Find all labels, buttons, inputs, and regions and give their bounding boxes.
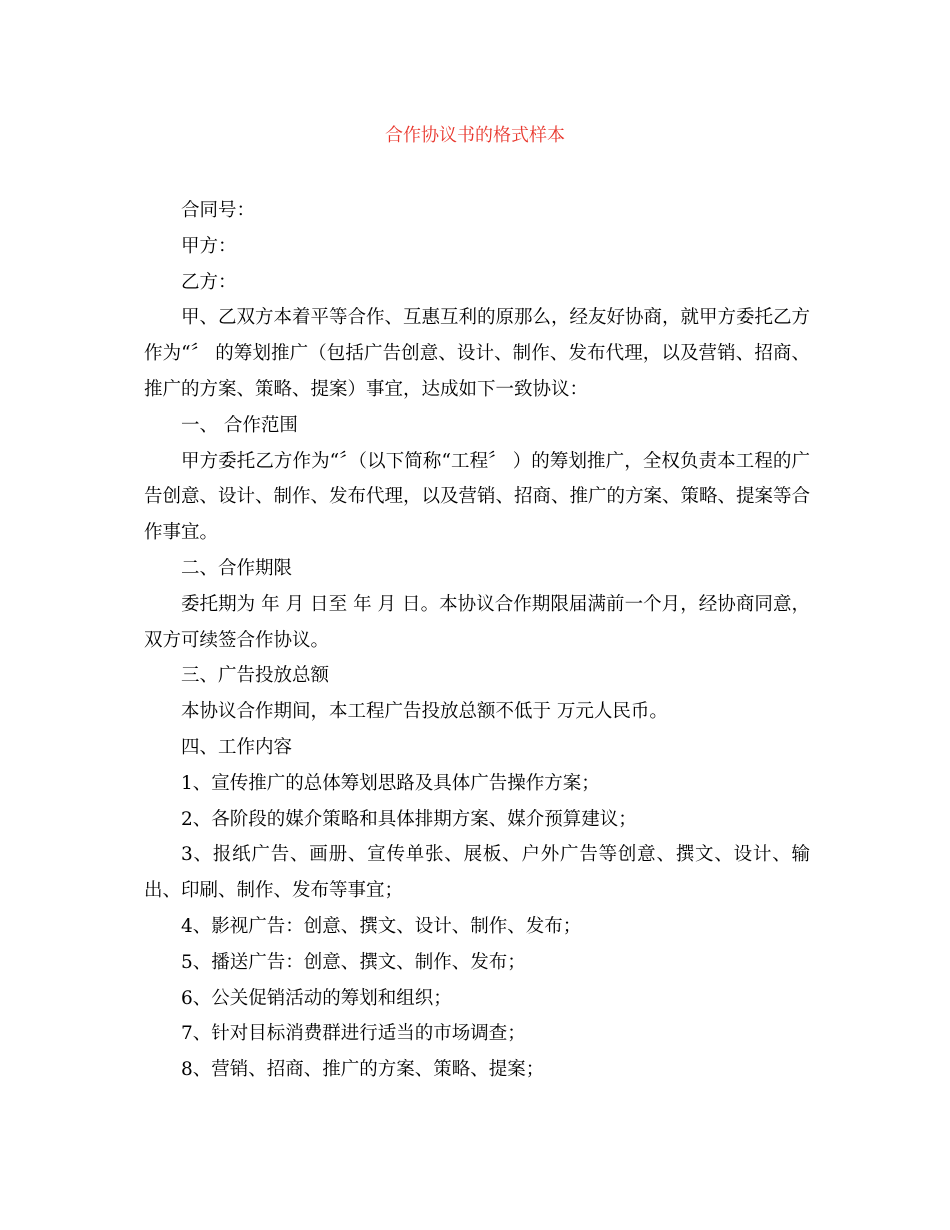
section-heading-term: 二、合作期限: [181, 557, 293, 579]
list-item: 5、播送广告：创意、撰文、制作、发布；: [181, 951, 526, 973]
paragraph-preamble: 甲、乙双方本着平等合作、互惠互利的原那么，经友好协商，就甲方委托乙方作为“〞 的筹划推广（包括广告创意、设计、制作、发布代理，以及营销、招商、推广的方案、策略、提案）事宜，达成如下一致协议：: [144, 307, 811, 400]
section-heading-work-content: 四、工作内容: [181, 736, 293, 758]
paragraph-contract-number: 合同号：: [181, 200, 256, 221]
list-item: 4、影视广告：创意、撰文、设计、制作、发布；: [181, 915, 582, 937]
list-item: 2、各阶段的媒介策略和具体排期方案、媒介预算建议；: [181, 808, 637, 830]
list-item: 1、宣传推广的总体筹划思路及具体广告操作方案；: [181, 772, 600, 794]
paragraph-party-a: 甲方：: [181, 235, 237, 257]
list-item: 3、报纸广告、画册、宣传单张、展板、户外广告等创意、撰文、设计、输出、印刷、制作、发布等事宜；: [144, 844, 810, 902]
list-item: 6、公关促销活动的筹划和组织；: [181, 987, 452, 1009]
paragraph-ad-budget: 本协议合作期间，本工程广告投放总额不低于 万元人民币。: [181, 701, 668, 723]
section-heading-scope: 一、 合作范围: [181, 414, 298, 436]
paragraph-scope: 甲方委托乙方作为“〞（以下简称“工程〞 ）的筹划推广，全权负责本工程的广告创意、设计、制作、发布代理，以及营销、招商、推广的方案、策略、提案等合作事宜。: [144, 450, 811, 544]
document-title: 合作协议书的格式样本: [385, 125, 565, 146]
list-item: 8、营销、招商、推广的方案、策略、提案；: [181, 1059, 545, 1081]
section-heading-ad-budget: 三、广告投放总额: [181, 665, 330, 687]
paragraph-party-b: 乙方：: [181, 271, 237, 293]
paragraph-term: 委托期为 年 月 日至 年 月 日。本协议合作期限届满前一个月，经协商同意，双方可续签合作协议。: [144, 593, 810, 651]
list-item: 7、针对目标消费群进行适当的市场调查；: [181, 1023, 526, 1045]
document-body: [144, 193, 810, 1088]
